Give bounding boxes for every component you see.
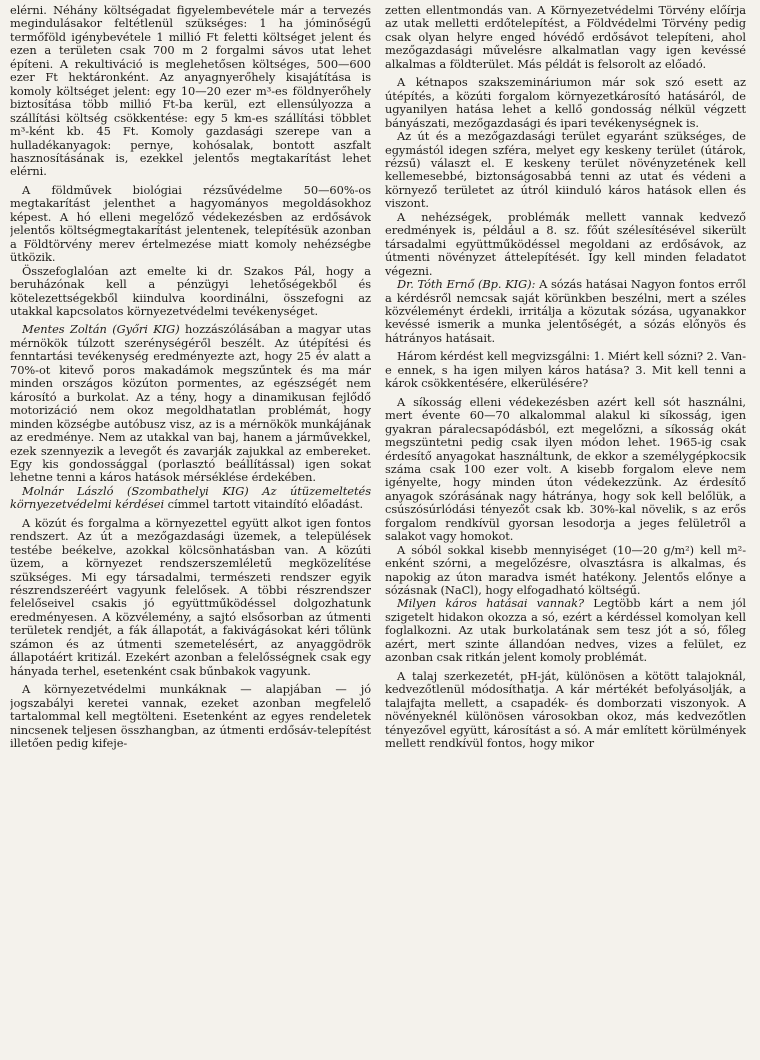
paragraph-text: A nehézségek, problémák mellett vannak kedvező eredmények is, például a 8. sz. főút szélesítésével sikerült társadalmi együttműködéssel megoldani az erdősávok, az útmenti növényzet áttelepítését. Így kell minden feladatot végezni.	[385, 209, 746, 278]
paragraph	[385, 670, 746, 751]
paragraph	[10, 265, 371, 319]
paragraph-text: A kétnapos szakszemináriumon már sok szó esett az útépítés, a közúti forgalom környezetkárosító hatásáról, de ugyanilyen hatása lehet a kellő gondosság nélkül végzett bányászati, mezőgazdasági és ipari tevékenységnek is.	[385, 75, 746, 130]
paragraph-text: A sózás hatásai Nagyon fontos erről a kérdésről nemcsak saját körünkben beszélni, mert a széles közvéleményt érdekli, irritálja a közutak sózása, ugyanakkor kevéssé ismerik a munka jelentőségét, a sózás előnyös és hátrányos hatásait.	[385, 277, 746, 345]
paragraph	[385, 211, 746, 278]
paragraph-text: A síkosság elleni védekezésben azért kell sót használni, mert évente 60—70 alkalommal alakul ki síkosság, igen gyakran páralecsapódásból, ezt megelőzni, a síkosság okát megszüntetni pedig csak ilyen módon lehet. 1965-ig csak érdesítő anyagokat használtunk, de ekkor a személygépkocsik száma csak 100 ezer volt. A kisebb forgalom eleve nem igényelte, hogy minden úton védekezzünk. Az érdesítő anyagok szórásának nagy hátránya, hogy sok kell belőlük, a csúszósúrlódási tényezőt csak kb. 30%-kal növelik, s az erős forgalom rendkívül gyorsan lesodorja a jeges felületről a salakot vagy homokot.	[385, 394, 746, 544]
speaker-lead: Molnár László (Szombathelyi KIG) Az útüzemeltetés környezetvédelmi kérdései	[10, 483, 371, 512]
paragraph	[10, 485, 371, 512]
speaker-lead: Dr. Tóth Ernő (Bp. KIG):	[397, 277, 536, 292]
paragraph	[385, 76, 746, 130]
paragraph	[10, 4, 371, 179]
paragraph-text: A földművek biológiai rézsűvédelme 50—60%-os megtakarítást jelenthet a hagyományos megoldásokhoz képest. A hó elleni megelőző védekezésben az erdősávok jelentős költségmegtakarítást jelentenek, telepítésük azonban a Földtörvény merev értelmezése miatt komoly nehézségbe ütközik.	[10, 182, 371, 265]
paragraph	[385, 597, 746, 664]
paragraph-text: zetten ellentmondás van. A Környezetvédelmi Törvény előírja az utak melletti erdőtelepítést, a Földvédelmi Törvény pedig csak olyan helyre enged hóvédő erdősávot telepíteni, ahol mezőgazdasági művelésre alkalmatlan vagy igen kevéssé alkalmas a földterület. Más példát is felsorolt az előadó.	[385, 4, 746, 71]
left-column	[10, 4, 371, 1060]
paragraph	[385, 396, 746, 544]
paragraph-text: Három kérdést kell megvizsgálni: 1. Miért kell sózni? 2. Van-e ennek, s ha igen milyen káros hatása? 3. Mit kell tenni a károk csökkentésére, elkerülésére?	[385, 349, 746, 391]
speaker-lead: Mentes Zoltán (Győri KIG)	[22, 322, 180, 337]
paragraph-text: Összefoglalóan azt emelte ki dr. Szakos Pál, hogy a beruházónak kell a pénzügyi lehetőségekből és kötelezettségekből kiindulva koordinálni, összefogni az utakkal kapcsolatos környezetvédelmi tevékenységet.	[10, 263, 371, 318]
paragraph	[385, 130, 746, 211]
paragraph	[385, 4, 746, 71]
paragraph-text: Legtöbb kárt a nem jól szigetelt hidakon okozza a só, ezért a kérdéssel komolyan kell foglalkozni. Az utak burkolatának sem tesz jót a só, főleg azért, mert szinte állandóan nedves, vizes a felület, ez azonban csak ritkán jelent komoly problémát.	[385, 596, 746, 665]
paragraph	[385, 350, 746, 390]
paragraph	[385, 544, 746, 598]
right-column	[385, 4, 746, 1060]
speaker-lead: Milyen káros hatásai vannak?	[397, 596, 585, 611]
paragraph-text: A közút és forgalma a környezettel együtt alkot igen fontos rendszert. Az út a mezőgazdasági üzemek, a települések testébe beékelve, azokkal kölcsönhatásban van. A közúti üzem, a környezet rendszerszemléletű megközelítése szükséges. Mi egy társadalmi, természeti rendszer egyik részrendszeréért vagyunk felelősek. A többi részrendszer felelőseivel csakis jó együttműködéssel dolgozhatunk eredményesen. A közvélemény, a sajtó elsősorban az útmenti területek rendjét, a fák állapotát, a fakivágásokat kéri tőlünk számon és az útmenti szemetelésért, az anyaggödrök állapotáért kritizál. Ezekért azonban a felelősségnek csak egy hányada terhel, esetenként csak bűnbakok vagyunk.	[10, 515, 371, 678]
paragraph	[10, 517, 371, 678]
paragraph-text: címmel tartott vitaindító előadást.	[164, 497, 364, 512]
paragraph-text: A sóból sokkal kisebb mennyiséget (10—20 g/m²) kell m²-enként szórni, a megelőzésre, olvasztásra is alkalmas, és napokig az úton maradva ismét hatékony. Jelentős előnye a sózásnak (NaCl), hogy elfogadható költségű.	[385, 542, 746, 598]
paragraph	[10, 683, 371, 750]
paragraph	[385, 278, 746, 345]
paragraph	[10, 184, 371, 265]
paragraph	[10, 323, 371, 484]
paragraph-text: elérni. Néhány költségadat figyelembevétele már a tervezés megindulásakor feltétlenül szükséges: 1 ha jóminőségű termőföld igénybevétele 1 millió Ft feletti költséget jelent és ezen a területen csak 700 m 2 forgalmi sávos utat lehet építeni. A rekultiváció is meglehetősen költséges, 500—600 ezer Ft hektáronként. Az anyagnyerőhely kisajátítása is komoly költséget jelent: egy 10—20 ezer m³-es földnyerőhely biztosítása több millió Ft-ba kerül, ezt ellensúlyozza a szállítási költség csökkentése: egy 5 km-es szállítási többlet m³-ként kb. 45 Ft. Komoly gazdasági szerepe van a hulladékanyagok: pernye, kohósalak, bontott aszfalt hasznosításának is, ezekkel jelentős megtakarítást lehet elérni.	[10, 4, 371, 179]
paragraph-text: A talaj szerkezetét, pH-ját, különösen a kötött talajoknál, kedvezőtlenül módosíthatja. A kár mértékét befolyásolják, a talajfajta mellett, a csapadék- és domborzati viszonyok. A növényeknél különösen városokban okoz, más kedvezőtlen tényezővel együtt, károsítást a só. A már említett körülmények mellett rendkívül fontos, hogy mikor	[385, 668, 746, 751]
paragraph-text: Az út és a mezőgazdasági terület egyaránt szükséges, de egymástól idegen szféra, melyet egy keskeny terület (útárok, rézsű) választ el. E keskeny terület növényzetének kell kellemesebbé, biztonságosabbá tenni az utat és védeni a környező területet az útról kiinduló káros hatások ellen és viszont.	[385, 129, 746, 211]
paragraph-text: hozzászólásában a magyar utas mérnökök túlzott szerénységéről beszélt. Az útépítési és fenntartási tevékenység eredményezte azt, hogy 25 év alatt a 70%-ot kitevő poros makadámok megszűntek és ma már minden országos közúton pormentes, az egészségét nem károsító a burkolat. Az a tény, hogy a dinamikusan fejlődő motorizáció nem okoz megoldhatatlan problémát, hogy minden községbe autóbusz visz, az is a mérnökök munkájának az eredménye. Nem az utakkal van baj, hanem a járművekkel, ezek szennyezik a levegőt és zavarják zajukkal az embereket. Egy kis gondossággal (porlasztó beállítással) igen sokat lehetne tenni a káros hatások mérséklése érdekében.	[10, 322, 371, 485]
paragraph-text: A környezetvédelmi munkáknak — alapjában — jó jogszabályi keretei vannak, ezeket azonban megfelelő tartalommal kell megtölteni. Esetenként az egyes rendeletek nincsenek teljesen összhangban, az útmenti erdősáv-telepítést illetően pedig kifeje-	[10, 682, 371, 751]
